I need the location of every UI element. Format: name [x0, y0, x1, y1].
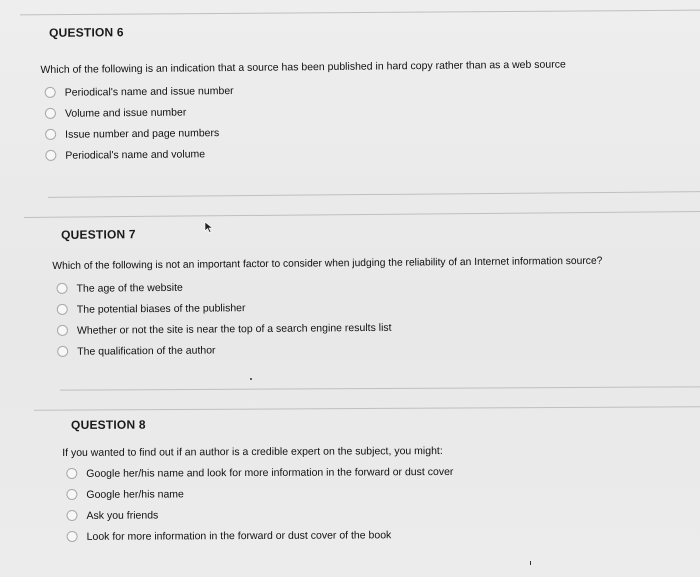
- question-text: If you wanted to find out if an author is a credible expert on the subject, you might:: [62, 445, 443, 459]
- speck: [530, 561, 531, 565]
- option-label: Issue number and page numbers: [65, 126, 220, 141]
- top-divider: [20, 10, 700, 16]
- option-label: Periodical's name and issue number: [64, 84, 234, 99]
- option-label: Whether or not the site is near the top of a search engine results list: [76, 321, 392, 337]
- radio-button[interactable]: [57, 325, 68, 336]
- option-label: Look for more information in the forward or dust cover of the book: [86, 528, 392, 543]
- radio-button[interactable]: [45, 129, 56, 140]
- option-label: Volume and issue number: [64, 105, 187, 120]
- question-8: [62, 416, 454, 547]
- radio-button[interactable]: [45, 108, 56, 119]
- section-divider: [24, 211, 700, 218]
- question-title: QUESTION 6: [48, 25, 124, 40]
- question-title: QUESTION 8: [70, 417, 146, 432]
- question-7: [52, 223, 603, 362]
- radio-button[interactable]: [57, 304, 68, 315]
- radio-button[interactable]: [66, 468, 77, 479]
- section-divider: [48, 191, 700, 198]
- section-divider: [60, 386, 700, 390]
- radio-button[interactable]: [67, 531, 78, 542]
- radio-button[interactable]: [57, 283, 68, 294]
- question-text: Which of the following is an indication that a source has been published in hard copy rather than as a web source: [40, 58, 566, 76]
- speck: [250, 378, 252, 380]
- answer-option[interactable]: [66, 461, 453, 484]
- answer-option[interactable]: [57, 336, 603, 362]
- question-6: [40, 20, 567, 165]
- option-label: Google her/his name: [86, 487, 184, 501]
- answer-option[interactable]: [66, 482, 453, 505]
- answer-option[interactable]: [66, 503, 453, 526]
- radio-button[interactable]: [66, 510, 77, 521]
- radio-button[interactable]: [66, 489, 77, 500]
- option-label: The qualification of the author: [77, 343, 216, 358]
- question-text: Which of the following is not an important factor to consider when judging the reliability of an Internet information source?: [52, 255, 603, 272]
- option-label: Google her/his name and look for more information in the forward or dust cover: [86, 465, 454, 480]
- radio-button[interactable]: [45, 87, 56, 98]
- answer-option[interactable]: [67, 524, 454, 547]
- option-label: The potential biases of the publisher: [76, 301, 246, 316]
- radio-button[interactable]: [45, 150, 56, 161]
- option-label: Periodical's name and volume: [65, 147, 206, 162]
- question-title: QUESTION 7: [60, 227, 136, 242]
- section-divider: [34, 406, 700, 410]
- answer-option[interactable]: [45, 139, 567, 165]
- option-label: The age of the website: [76, 281, 183, 295]
- option-label: Ask you friends: [86, 508, 159, 522]
- radio-button[interactable]: [57, 346, 68, 357]
